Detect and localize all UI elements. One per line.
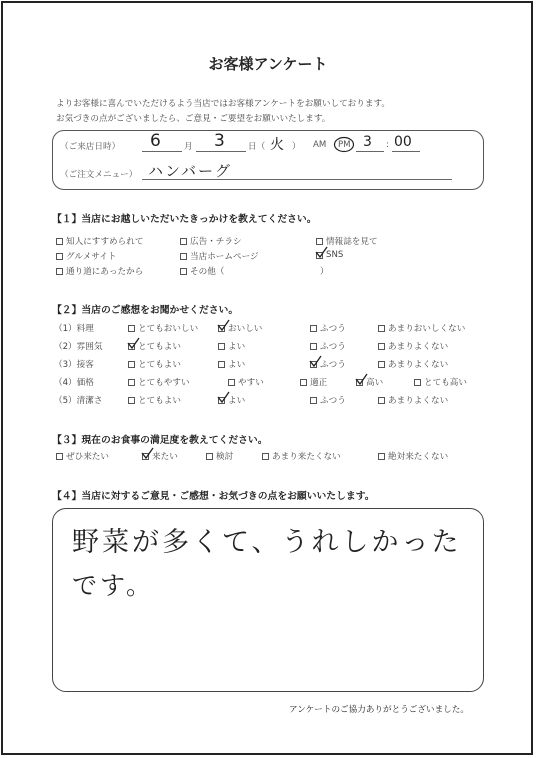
option-label: 適正 bbox=[310, 378, 328, 388]
q2-option[interactable] bbox=[128, 358, 181, 370]
q1-option[interactable] bbox=[180, 235, 242, 247]
option-label: とてもよい bbox=[138, 360, 181, 370]
option-label: 知人にすすめられて bbox=[66, 237, 144, 247]
q2-option[interactable] bbox=[300, 376, 327, 388]
q1-heading: 【１】当店にお越しいただいたきっかけを教えてください。 bbox=[52, 214, 317, 225]
q3-option[interactable] bbox=[206, 450, 233, 462]
checkbox[interactable] bbox=[356, 379, 363, 386]
q2-row-label: （5）清潔さ bbox=[54, 396, 103, 406]
q2-option[interactable] bbox=[128, 322, 198, 334]
q1-option[interactable] bbox=[56, 250, 116, 262]
q2-heading: 【２】当店のご感想をお聞かせください。 bbox=[52, 305, 239, 316]
q1-option[interactable] bbox=[180, 265, 224, 277]
q2-option[interactable] bbox=[378, 322, 465, 334]
option-label: ふつう bbox=[320, 342, 346, 352]
option-label: 来たい bbox=[152, 452, 178, 462]
option-label: あまりおいしくない bbox=[388, 324, 466, 334]
q2-row-label: （4）価格 bbox=[54, 378, 94, 388]
q1-option[interactable] bbox=[56, 265, 143, 277]
q2-option[interactable] bbox=[378, 358, 448, 370]
option-label: グルメサイト bbox=[66, 252, 117, 262]
q2-option[interactable] bbox=[128, 394, 181, 406]
checkbox[interactable] bbox=[310, 343, 317, 350]
option-label: 通り道にあったから bbox=[66, 267, 144, 277]
checkbox[interactable] bbox=[378, 453, 385, 460]
checkbox[interactable] bbox=[180, 253, 187, 260]
checkbox[interactable] bbox=[300, 379, 307, 386]
am-label[interactable]: AM bbox=[313, 140, 327, 150]
month-field[interactable]: 6 bbox=[150, 131, 161, 151]
day-underline bbox=[196, 151, 246, 152]
option-label: あまりよくない bbox=[388, 342, 449, 352]
month-underline bbox=[142, 151, 182, 152]
checkbox[interactable] bbox=[206, 453, 213, 460]
option-label: ふつう bbox=[320, 360, 346, 370]
hour-underline bbox=[356, 151, 384, 152]
checkbox[interactable] bbox=[218, 397, 225, 404]
checkbox[interactable] bbox=[56, 253, 63, 260]
option-label: その他（ bbox=[190, 267, 225, 277]
check-mark-icon bbox=[309, 356, 322, 367]
option-label: 高い bbox=[366, 378, 384, 388]
checkbox[interactable] bbox=[378, 397, 385, 404]
minute-field[interactable]: 00 bbox=[394, 134, 412, 150]
q2-option[interactable] bbox=[310, 322, 346, 334]
q1-option[interactable] bbox=[180, 250, 259, 262]
option-label: 検討 bbox=[216, 452, 234, 462]
checkbox[interactable] bbox=[316, 252, 323, 259]
option-label: とてもおいしい bbox=[138, 324, 199, 334]
option-label: とてもやすい bbox=[138, 378, 190, 388]
thanks-message: アンケートのご協力ありがとうございました。 bbox=[289, 705, 469, 715]
menu-label: （ご注文メニュー） bbox=[60, 170, 138, 180]
checkbox[interactable] bbox=[128, 343, 135, 350]
q4-heading: 【４】当店に対するご意見・ご感想・お気づきの点をお願いいたします。 bbox=[52, 491, 375, 502]
check-mark-icon bbox=[141, 448, 154, 459]
time-colon: : bbox=[386, 140, 389, 150]
q2-row-label: （1）料理 bbox=[54, 324, 94, 334]
checkbox[interactable] bbox=[218, 325, 225, 332]
q1-option[interactable] bbox=[316, 250, 343, 260]
checkbox[interactable] bbox=[56, 453, 63, 460]
option-label: ぜひ来たい bbox=[66, 452, 109, 462]
q3-option[interactable] bbox=[56, 450, 109, 462]
day-unit: 日（ bbox=[248, 142, 266, 152]
option-label: よい bbox=[228, 396, 246, 406]
checkbox[interactable] bbox=[180, 238, 187, 245]
option-label: とてもよい bbox=[138, 396, 181, 406]
option-label: おいしい bbox=[228, 324, 263, 334]
q2-option[interactable] bbox=[218, 340, 245, 352]
q2-option[interactable] bbox=[128, 340, 181, 352]
checkbox[interactable] bbox=[378, 325, 385, 332]
minute-underline bbox=[392, 151, 420, 152]
option-label: ふつう bbox=[320, 396, 346, 406]
q2-option[interactable] bbox=[310, 340, 346, 352]
option-label: SNS bbox=[326, 250, 344, 260]
q2-option[interactable] bbox=[378, 394, 448, 406]
checkbox[interactable] bbox=[310, 397, 317, 404]
option-label: あまり来たくない bbox=[272, 452, 341, 462]
month-unit: 月 bbox=[184, 142, 193, 152]
checkbox[interactable] bbox=[310, 325, 317, 332]
q1-option[interactable] bbox=[316, 235, 378, 247]
q2-option[interactable] bbox=[228, 376, 264, 388]
option-label: よい bbox=[228, 360, 246, 370]
checkbox[interactable] bbox=[218, 343, 225, 350]
option-label: あまりよくない bbox=[388, 396, 449, 406]
menu-field[interactable]: ハンバーグ bbox=[148, 162, 232, 180]
visit-date-label: （ご来店日時） bbox=[60, 142, 121, 152]
q3-option[interactable] bbox=[378, 450, 448, 462]
option-label: よい bbox=[228, 342, 246, 352]
option-label: やすい bbox=[238, 378, 264, 388]
q2-row-label: （2）雰囲気 bbox=[54, 342, 103, 352]
q1-other-close: ） bbox=[320, 267, 329, 277]
option-label: ふつう bbox=[320, 324, 346, 334]
checkbox[interactable] bbox=[128, 397, 135, 404]
check-mark-icon bbox=[315, 247, 328, 258]
intro-line-1: よりお客様に喜んでいただけるよう当店ではお客様アンケートをお願いしております。 bbox=[56, 99, 390, 109]
q2-row-label: （3）接客 bbox=[54, 360, 94, 370]
checkbox[interactable] bbox=[128, 325, 135, 332]
option-label: とてもよい bbox=[138, 342, 181, 352]
page-title: お客様アンケート bbox=[208, 55, 328, 73]
pm-label[interactable]: PM bbox=[338, 140, 351, 150]
check-mark-icon bbox=[217, 392, 230, 403]
visit-info-box bbox=[52, 130, 484, 190]
q2-option[interactable] bbox=[218, 322, 262, 334]
option-label: あまりよくない bbox=[388, 360, 449, 370]
q2-option[interactable] bbox=[356, 376, 383, 388]
check-mark-icon bbox=[127, 338, 140, 349]
checkbox[interactable] bbox=[56, 238, 63, 245]
checkbox[interactable] bbox=[142, 453, 149, 460]
q3-option[interactable] bbox=[262, 450, 341, 462]
checkbox[interactable] bbox=[128, 361, 135, 368]
q2-option[interactable] bbox=[378, 340, 448, 352]
q3-heading: 【３】現在のお食事の満足度を教えてください。 bbox=[52, 435, 268, 446]
q1-option[interactable] bbox=[56, 235, 143, 247]
q2-option[interactable] bbox=[310, 394, 346, 406]
q3-option[interactable] bbox=[142, 450, 178, 462]
intro-line-2: お気づきの点がございましたら、ご意見・ご要望をお願いいたします。 bbox=[56, 114, 331, 124]
q2-option[interactable] bbox=[218, 394, 245, 406]
checkbox[interactable] bbox=[316, 238, 323, 245]
day-field[interactable]: 3 bbox=[214, 131, 225, 151]
option-label: 広告・チラシ bbox=[190, 237, 242, 247]
option-label: 絶対来たくない bbox=[388, 452, 449, 462]
checkbox[interactable] bbox=[56, 268, 63, 275]
option-label: 情報誌を見て bbox=[326, 237, 378, 247]
q2-option[interactable] bbox=[128, 376, 190, 388]
comment-line-1: 野菜が多くて、うれしかった bbox=[72, 527, 462, 558]
q2-option[interactable] bbox=[414, 376, 467, 388]
pm-circle-mark bbox=[333, 136, 355, 153]
checkbox[interactable] bbox=[262, 453, 269, 460]
q2-option[interactable] bbox=[218, 358, 245, 370]
checkbox[interactable] bbox=[378, 343, 385, 350]
checkbox[interactable] bbox=[310, 361, 317, 368]
option-label: 当店ホームページ bbox=[190, 252, 259, 262]
checkbox[interactable] bbox=[228, 379, 235, 386]
checkbox[interactable] bbox=[378, 361, 385, 368]
check-mark-icon bbox=[217, 320, 230, 331]
weekday-close: ） bbox=[292, 142, 301, 152]
q2-option[interactable] bbox=[310, 358, 346, 370]
check-mark-icon bbox=[355, 374, 368, 385]
checkbox[interactable] bbox=[180, 268, 187, 275]
comment-line-2: です。 bbox=[72, 571, 155, 600]
hour-field[interactable]: 3 bbox=[363, 134, 372, 150]
checkbox[interactable] bbox=[414, 379, 421, 386]
checkbox[interactable] bbox=[218, 361, 225, 368]
checkbox[interactable] bbox=[128, 379, 135, 386]
weekday-field[interactable]: 火 bbox=[270, 137, 284, 153]
option-label: とても高い bbox=[424, 378, 467, 388]
